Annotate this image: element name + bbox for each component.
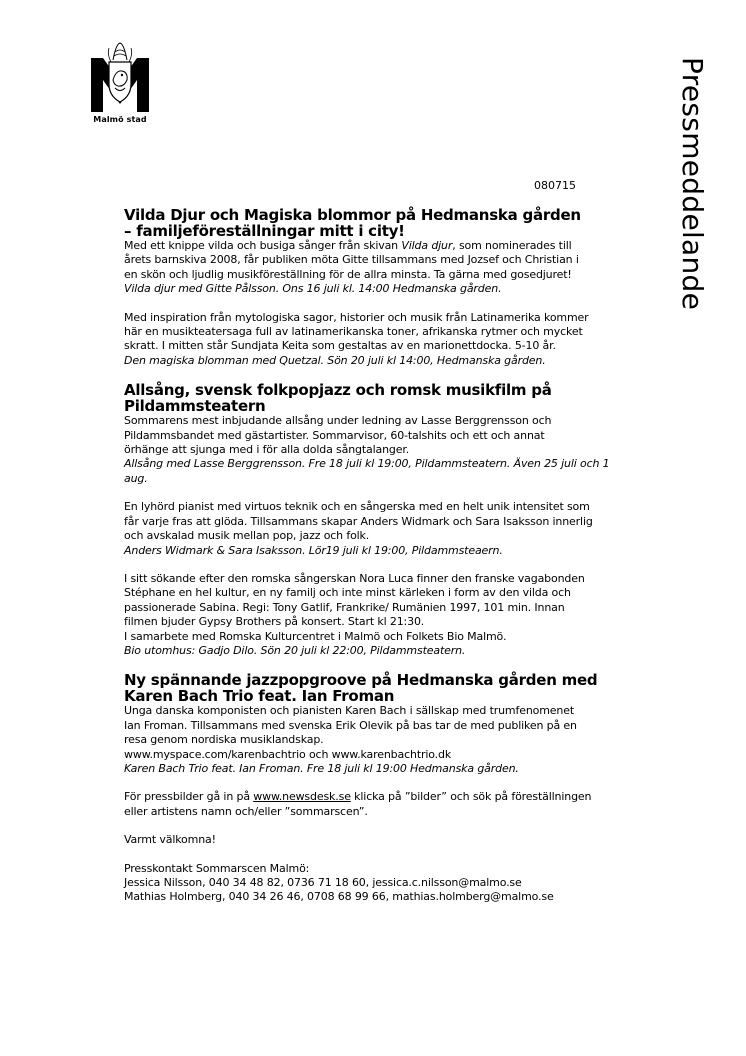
- welcome-text: Varmt välkomna!: [124, 833, 216, 847]
- malmo-stad-logo: [86, 40, 154, 124]
- press-images-info: För pressbilder gå in på www.newsdesk.se klicka på ”bilder” och sök på föreställningen eller artistens namn och/eller ”sommarscen”.: [124, 790, 592, 818]
- logo-text: Malmö stad: [93, 115, 147, 124]
- section-heading: Ny spännande jazzpopgroove på Hedmanska gården med Karen Bach Trio feat. Ian Froman: [124, 671, 598, 706]
- city-crest-icon: [89, 40, 151, 114]
- paragraph: Med ett knippe vilda och busiga sånger från skivan Vilda djur, som nominerades till årets barnskiva 2008, får publiken möta Gitte tillsammans med Jozsef och Christian i en skön och ljudlig musikföreställning för de allra minsta. Ta gärna med gosedjuret! Vilda djur med Gitte Pålsson. Ons 16 juli kl. 14:00 Hedmanska gården.: [124, 239, 579, 296]
- paragraph: Sommarens mest inbjudande allsång under ledning av Lasse Berggrensson och Pildammsbandet med gästartister. Sommarvisor, 60-talshits och ett och annat örhänge att sjunga med i för alla dolda sångtalanger. Allsång med Lasse Berggrensson. Fre 18 juli kl 19:00, Pildammsteatern. Även 25 juli och 1 aug.: [124, 414, 610, 485]
- paragraph: En lyhörd pianist med virtuos teknik och en sångerska med en helt unik intensitet som får varje fras att glöda. Tillsammans skapar Anders Widmark och Sara Isaksson innerlig och avskalad musik mellan pop, jazz och folk. Anders Widmark & Sara Isaksson. Lör19 juli kl 19:00, Pildammsteaern.: [124, 500, 593, 557]
- paragraph: I sitt sökande efter den romska sångerskan Nora Luca finner den franske vagabonden Stéphane en hel kultur, en ny familj och inte minst kärleken i form av den vilda och passionerade Sabina. Regi: Tony Gatlif, Frankrike/ Rumänien 1997, 101 min. Innan filmen bjuder Gypsy Brothers på konsert. Start kl 21:30. I samarbete med Romska Kulturcentret i Malmö och Folkets Bio Malmö. Bio utomhus: Gadjo Dilo. Sön 20 juli kl 22:00, Pildammsteatern.: [124, 571, 585, 657]
- release-date: 080715: [534, 179, 576, 192]
- paragraph: Unga danska komponisten och pianisten Karen Bach i sällskap med trumfenomenet Ian Froman. Tillsammans med svenska Erik Olevik på bas tar de med publiken på en resa genom nordiska musiklandskap. www.myspace.com/karenbachtrio och www.karenbachtrio.dk Karen Bach Trio feat. Ian Froman. Fre 18 juli kl 19:00 Hedmanska gården.: [124, 704, 577, 775]
- press-contact: Presskontakt Sommarscen Malmö: Jessica Nilsson, 040 34 48 82, 0736 71 18 60, jessica.c.nilsson@malmo.se Mathias Holmberg, 040 34 26 46, 0708 68 99 66, mathias.holmberg@malmo.se: [124, 861, 554, 904]
- paragraph: Med inspiration från mytologiska sagor, historier och musik från Latinamerika kommer här en musikteatersaga full av latinamerikanska toner, afrikanska rytmer och mycket skratt. I mitten står Sundjata Keita som gestaltas av en marionettdocka. 5-10 år. Den magiska blomman med Quetzal. Sön 20 juli kl 14:00, Hedmanska gården.: [124, 310, 589, 367]
- press-release-body: [124, 207, 624, 905]
- press-release-label: Pressmeddelande: [676, 57, 709, 311]
- section-heading: Allsång, svensk folkpopjazz och romsk musikfilm på Pildammsteatern: [124, 381, 552, 416]
- newsdesk-link[interactable]: www.newsdesk.se: [253, 790, 351, 804]
- section-heading: Vilda Djur och Magiska blommor på Hedmanska gården – familjeföreställningar mitt i city!: [124, 206, 581, 240]
